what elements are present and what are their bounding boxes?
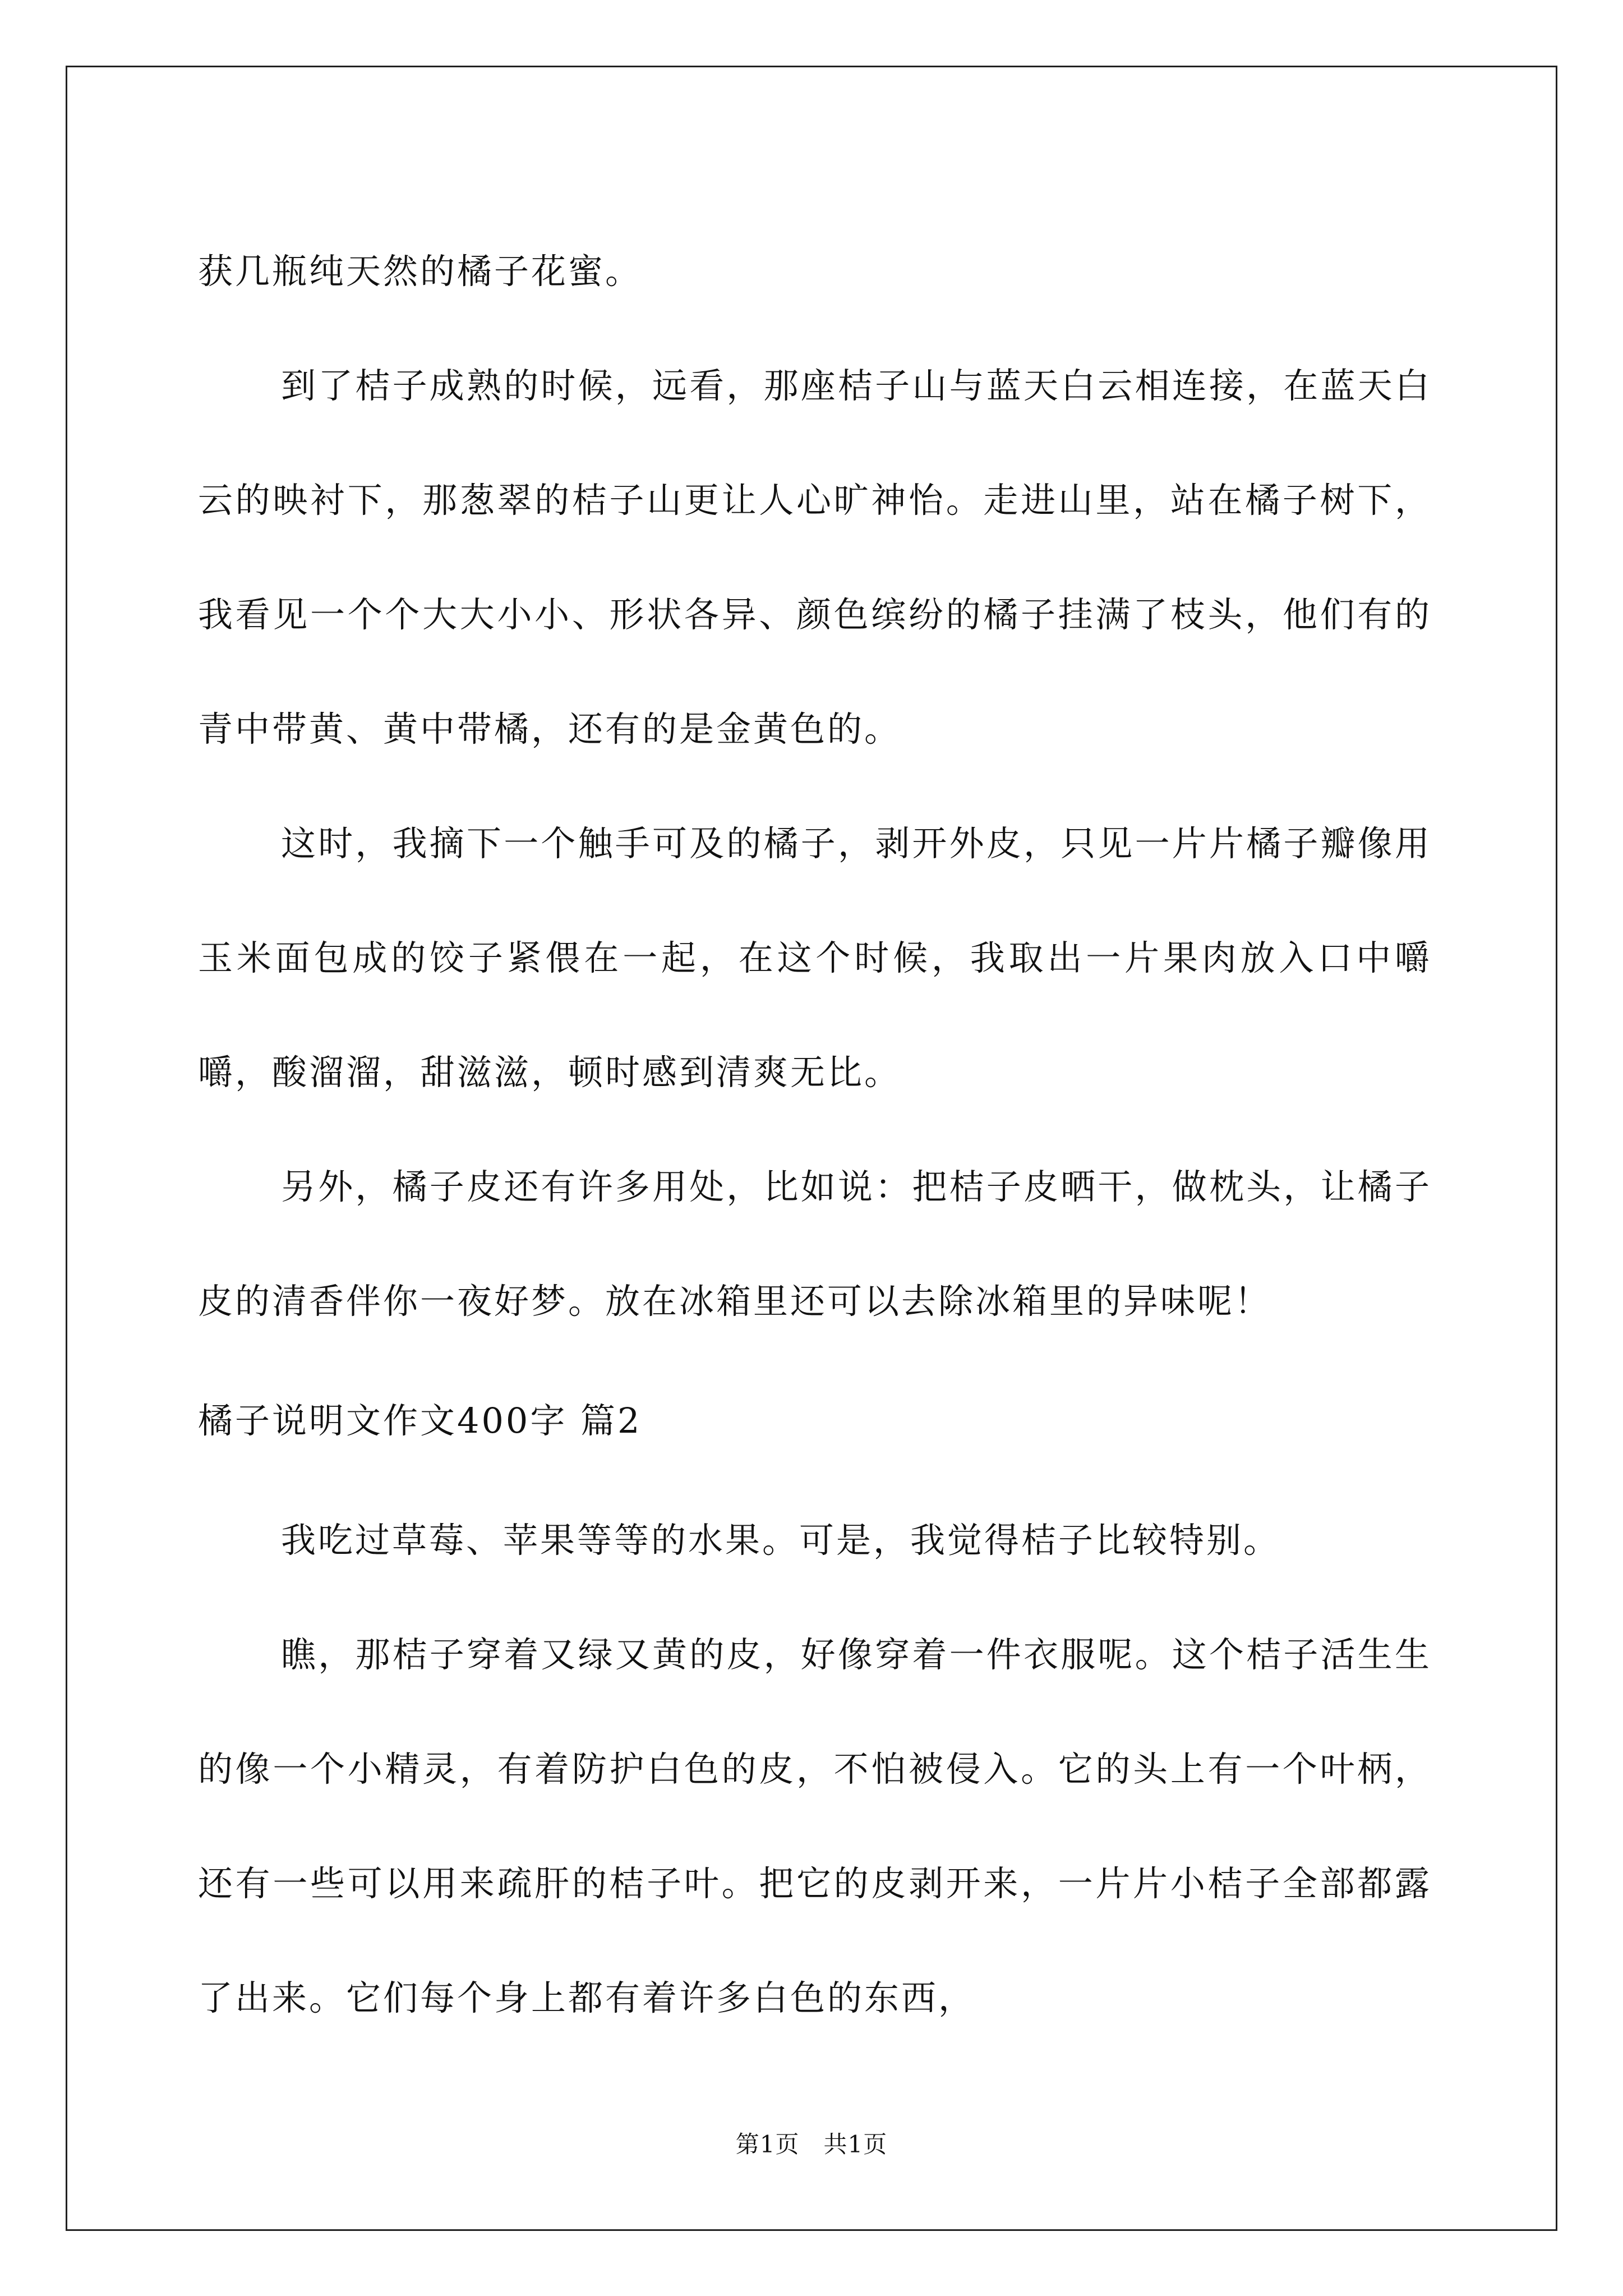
page-footer: 第1页 共1页: [735, 2131, 888, 2158]
paragraph-5: 我吃过草莓、苹果等等的水果。可是，我觉得桔子比较特别。: [281, 1520, 1281, 1561]
paragraph-2: 到了桔子成熟的时候，远看，那座桔子山与蓝天白云相连接，在蓝天白云的映衬下，那葱翠的桔子山更让人心旷神怡。走进山里，站在橘子树下，我看见一个个大大小小、形状各异、颜色缤纷的橘子挂满了枝头，他们有的青中带黄、黄中带橘，还有的是金黄色的。: [198, 365, 1432, 749]
paragraph-6: 瞧，那桔子穿着又绿又黄的皮，好像穿着一件衣服呢。这个桔子活生生的像一个小精灵，有着防护白色的皮，不怕被侵入。它的头上有一个叶柄，还有一些可以用来疏肝的桔子叶。把它的皮剥开来，一片片小桔子全部都露了出来。它们每个身上都有着许多白色的东西，: [198, 1634, 1432, 2018]
paragraph-1: 获几瓶纯天然的橘子花蜜。: [198, 251, 643, 292]
document-body: [198, 214, 1432, 2055]
paragraph-4: 另外，橘子皮还有许多用处，比如说：把桔子皮晒干，做枕头，让橘子皮的清香伴你一夜好梦。放在冰箱里还可以去除冰箱里的异味呢！: [198, 1166, 1432, 1322]
section-heading: 橘子说明文作文400字 篇2: [198, 1400, 642, 1441]
paragraph-3: 这时，我摘下一个触手可及的橘子，剥开外皮，只见一片片橘子瓣像用玉米面包成的饺子紧偎在一起，在这个时候，我取出一片果肉放入口中嚼嚼，酸溜溜，甜滋滋，顿时感到清爽无比。: [198, 823, 1432, 1093]
